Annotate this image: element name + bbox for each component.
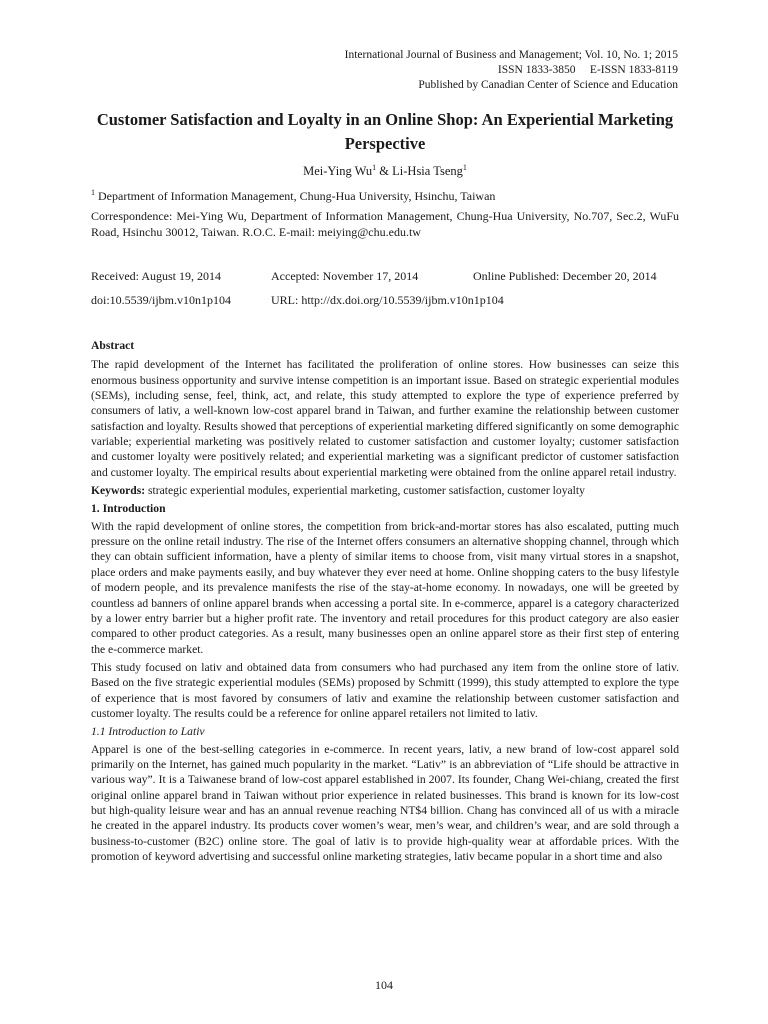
subsection-heading: 1.1 Introduction to Lativ [91,725,205,739]
received-date: Received: August 19, 2014 [91,269,221,283]
abstract-heading: Abstract [91,339,135,352]
affiliation-text: Department of Information Management, Chung-Hua University, Hsinchu, Taiwan [95,189,496,203]
accepted-date: Accepted: November 17, 2014 [271,269,419,283]
paragraph: Apparel is one of the best-selling categories in e-commerce. In recent years, lativ, a new brand of low-cost apparel sold primarily on the Internet, has gained much popularity in the market. “Lativ” is an abbreviation of “Life should be attractive in various way”. It is a Taiwanese brand of low-cost apparel established in 2007. Its founder, Chang Wei-chiang, created the first original online apparel brand in Taiwan without prior experience in related businesses. This brand is known for its low-cost but high-quality leisure wear and has an annual revenue reaching NT$4 billion. Chang has convinced all of us with a miracle he created in the apparel industry. Its products cover women’s wear, men’s wear, and children’s wear, and are sold through a business-to-customer (B2C) online store. The goal of lativ is to provide high-quality wear at affordable prices. With the promotion of keyword advertising and successful online marketing strategies, lativ became popular in a short time and also [91,742,679,863]
section-heading-introduction: 1. Introduction [91,502,166,516]
author-name: Mei-Ying Wu [303,164,373,178]
author-separator: & [376,164,393,178]
keywords [91,483,679,498]
journal-citation: International Journal of Business and Management; Vol. 10, No. 1; 2015 [344,49,678,61]
author-affiliation-marker: 1 [372,162,377,172]
author-name: Li-Hsia Tseng [392,164,463,178]
doi: doi:10.5539/ijbm.v10n1p104 [91,293,232,307]
author-list [91,164,679,179]
page-number: 104 [375,978,393,992]
journal-header [345,48,678,93]
author-affiliation-marker: 1 [462,162,467,172]
paper-title: Customer Satisfaction and Loyalty in an Online Shop: An Experiential Marketing Perspective [96,110,674,153]
paragraph: With the rapid development of online stores, the competition from brick-and-mortar stores has also escalated, putting much pressure on the online retail industry. The rise of the Internet offers consumers an alternative shopping channel, through which they can obtain sufficient information, have a plenty of similar items to choose from, visit many virtual stores in a snapshot, place orders and make payments easily, and buy whatever they ever need at home. Online shopping caters to the busy lifestyle of modern people, and its prevalence manifests the rise of the stay-at-home economy. In nowadays, one will be greeted by countless ad banners of online apparel brands when accessing a portal site. In e-commerce, apparel is a category characterized by a lower entry barrier but a higher profit rate. The inventory and retail procedures for this product category are also easier compared to other product categories. As a result, many businesses open an online apparel store as their first step of entering the e-commerce market. [91,519,679,656]
affiliation-marker: 1 [91,188,95,197]
keywords-text: strategic experiential modules, experiential marketing, customer satisfaction, customer loyalty [145,484,585,498]
published-date: Online Published: December 20, 2014 [473,269,657,283]
keywords-label: Keywords: [91,484,146,498]
url-link[interactable]: URL: http://dx.doi.org/10.5539/ijbm.v10n1p104 [271,293,504,307]
affiliation [91,188,679,204]
issn-line: ISSN 1833-3850 E-ISSN 1833-8119 [497,64,678,76]
abstract-text: The rapid development of the Internet has facilitated the proliferation of online stores. How businesses can seize this enormous business opportunity and survive intense competition is an important issue. Based on strategic experiential modules (SEMs), including sense, feel, think, act, and relate, this study attempted to explore the type of experience preferred by consumers of lativ, a well-known low-cost apparel brand in Taiwan, and further examine the relationship between customer satisfaction and loyalty. Results showed that perceptions of experiential marketing differed significantly on some demographic variable; experiential marketing was positively related to customer satisfaction and customer loyalty; customer satisfaction and customer loyalty were positively related; and experiential marketing was a significant predictor of customer satisfaction and customer loyalty. The empirical results about experiential marketing were obtained from the online apparel retail industry. [91,358,679,479]
paragraph: This study focused on lativ and obtained data from consumers who had purchased any item from the online store of lativ. Based on the five strategic experiential modules (SEMs) proposed by Schmitt (1999), this study attempted to explore the type of experience that is most favored by consumers of lativ and examine the relationship between customer satisfaction and customer loyalty. The results could be a reference for online apparel retailers not limited to lativ. [91,660,679,720]
correspondence: Correspondence: Mei-Ying Wu, Department of Information Management, Chung-Hua University, No.707, Sec.2, WuFu Road, Hsinchu 30012, Taiwan. R.O.C. E-mail: meiying@chu.edu.tw [91,209,679,239]
publisher-line: Published by Canadian Center of Science and Education [418,79,678,91]
paper-body [91,338,679,867]
